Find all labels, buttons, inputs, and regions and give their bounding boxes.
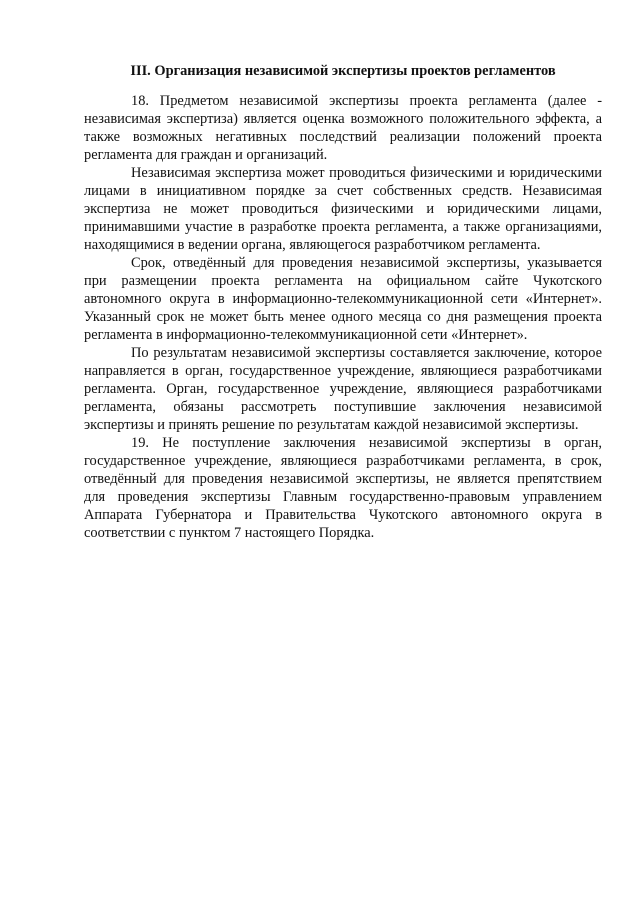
document-body [84, 62, 602, 542]
paragraph-who-may-conduct: Независимая экспертиза может проводиться физическими и юридическими лицами в инициативном порядке за счет собственных средств. Независимая экспертиза не может проводиться физическими и юридическими лицами, принимавшими участие в разработке проекта регламента, а также организациями, находящимися в ведении органа, являющегося разработчиком регламента. [84, 165, 602, 253]
section-title: III. Организация независимой экспертизы проектов регламентов [130, 63, 556, 79]
paragraph-conclusion: По результатам независимой экспертизы составляется заключение, которое направляется в орган, государственное учреждение, являющиеся разработчиками регламента. Орган, государственное учреждение, являющиеся разработчиками регламента, обязаны рассмотреть поступившие заключения независимой экспертизы и принять решение по результатам каждой независимой экспертизы. [84, 345, 602, 433]
paragraph-18-subject: 18. Предметом независимой экспертизы проекта регламента (далее - независимая экспертиза) является оценка возможного положительного эффекта, а также возможных негативных последствий реализации положений проекта регламента для граждан и организаций. [84, 93, 602, 163]
paragraph-term: Срок, отведённый для проведения независимой экспертизы, указывается при размещении проекта регламента на официальном сайте Чукотского автономного округа в информационно-телекоммуникационной сети «Интернет». Указанный срок не может быть менее одного месяца со дня размещения проекта регламента в информационно-телекоммуникационной сети «Интернет». [84, 255, 602, 343]
paragraph-19-no-conclusion: 19. Не поступление заключения независимой экспертизы в орган, государственное учреждение, являющиеся разработчиками регламента, в срок, отведённый для проведения независимой экспертизы, не является препятствием для проведения экспертизы Главным государственно-правовым управлением Аппарата Губернатора и Правительства Чукотского автономного округа в соответствии с пунктом 7 настоящего Порядка. [84, 435, 602, 541]
